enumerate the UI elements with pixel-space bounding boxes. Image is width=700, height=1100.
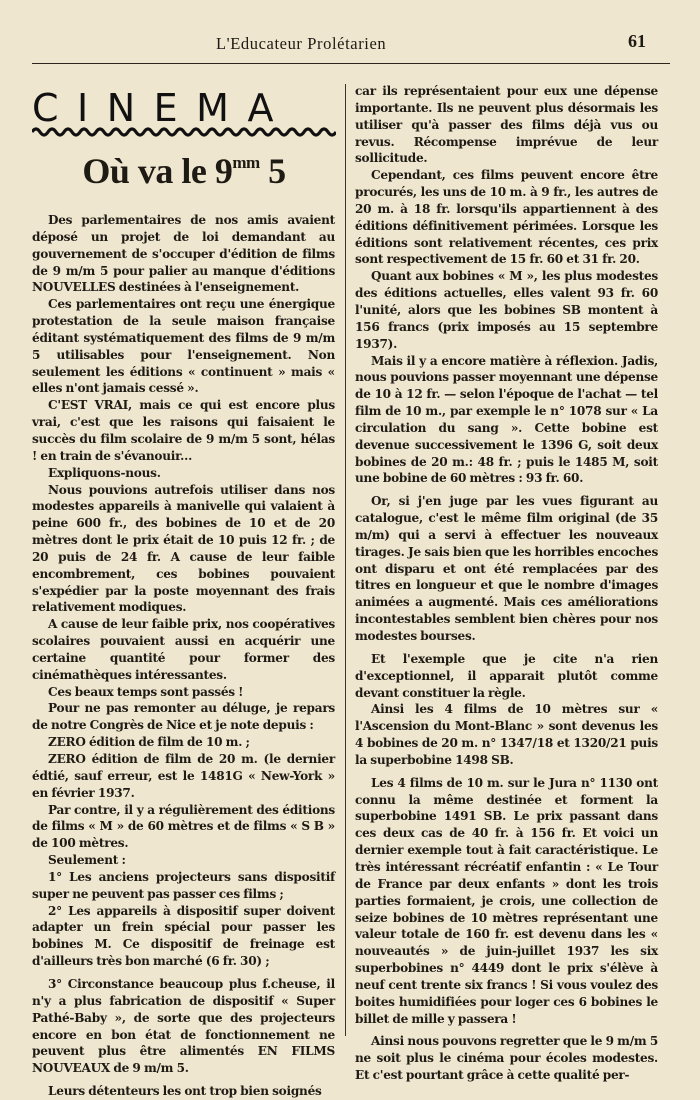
decorative-wave-rule: [32, 126, 336, 138]
page-number: 61: [628, 31, 646, 51]
journal-title: L'Educateur Prolétarien: [216, 34, 387, 53]
paragraph: ZERO édition de film de 20 m. (le dernier édtié, sauf erreur, est le 1481G « New-York » en février 1937.: [32, 752, 335, 800]
paragraph: Par contre, il y a régulièrement des éditions de films « M » de 60 mètres et de films « S B » de 100 mètres.: [32, 802, 335, 851]
paragraph: 1° Les anciens projecteurs sans dispositif super ne peuvent pas passer ces films ;: [32, 869, 335, 901]
paragraph: ZERO édition de film de 10 m. ;: [48, 735, 250, 750]
paragraph: Mais il y a encore matière à réflexion. Jadis, nous pouvions passer moyennant une dépense de 10 à 12 fr. — selon l'époque de l'achat — tel film de 10 m., par exemple le n° 1078 sur « La circulation du sang ». Cette bobine est devenue successivement le 1396 G, soit deux bobines de 20 m.: 48 fr. ; puis le 1485 M, soit une bobine de 60 mètres : 93 fr. 60.: [355, 353, 658, 486]
paragraph: Quant aux bobines « M », les plus modestes des éditions actuelles, elles valent 93 fr. 60 l'unité, alors que les bobines SB montent à 156 francs (prix imposés au 15 septembre 1937).: [355, 269, 658, 351]
paragraph: Des parlementaires de nos amis avaient déposé un projet de loi demandant au gouvernement de s'occuper d'édition de films de 9 m/m 5 pour palier au manque d'éditions NOUVELLES destinées à l'enseignement.: [32, 213, 335, 295]
paragraph: Expliquons-nous.: [48, 465, 161, 480]
section-banner: CINEMA: [32, 86, 292, 130]
paragraph: Ces parlementaires ont reçu une énergique protestation de la seule maison française éditant systématiquement des films de 9 m/m 5 utilisables pour l'enseignement. Non seulement les éditions « continuent » mais « elles n'ont jamais cessé ».: [32, 297, 335, 396]
paragraph: Les 4 films de 10 m. sur le Jura n° 1130 ont connu la même destinée et forment la superbobine 1491 SB. Le prix passant dans ces deux cas de 40 fr. à 156 fr. Et voici un dernier exemple tout à fait caractéristique. Le très intéressant récréatif enfantin : « Le Tour de France par deux enfants » dont les trois parties formaient, je crois, une collection de seize bobines de 10 mètres représentant une valeur totale de 160 fr. est devenu dans les « nouveautés » de juin-juillet 1937 les six superbobines n° 4449 dont le prix s'élève à neuf cent trente six francs ! Si vous voulez des boites humidifiées pour loger ces 6 bobines le billet de mille y passera !: [355, 775, 658, 1026]
left-column: [32, 212, 335, 1100]
paragraph: car ils représentaient pour eux une dépense importante. Ils ne peuvent plus désormais les utiliser qu'à passer des films déjà vus ou revus. Récompense imprévue de leur sollicitude.: [355, 84, 658, 166]
paragraph: Leurs détenteurs les ont trop bien soignés: [48, 1084, 322, 1099]
article-title: [32, 150, 336, 192]
paragraph: 3° Circonstance beaucoup plus f.cheuse, il n'y a plus fabrication de dispositif « Super Pathé-Baby », de sorte que des projecteurs encore en bon état de fonctionnement ne peuvent plus être alimentés EN FILMS NOUVEAUX de 9 m/m 5.: [32, 976, 335, 1076]
column-divider: [345, 84, 346, 1036]
paragraph: Ces beaux temps sont passés !: [48, 684, 244, 699]
paragraph: Or, si j'en juge par les vues figurant au catalogue, c'est le même film original (de 35 m/m) qui a servi à effectuer les nouveaux tirages. Je sais bien que les horribles encoches ont disparu et ont été remplacées par des titres en longueur et que le nombre d'images animées a augmenté. Mais ces améliorations incontestables semblent bien chères pour nos modestes bourses.: [355, 494, 658, 643]
article-title-tail: 5: [268, 151, 286, 191]
paragraph: Ainsi nous pouvons regretter que le 9 m/m 5 ne soit plus le cinéma pour écoles modestes. Et c'est pourtant grâce à cette qualité per-: [355, 1034, 658, 1083]
paragraph: Seulement :: [48, 853, 126, 868]
paragraph: Pour ne pas remonter au déluge, je repars de notre Congrès de Nice et je note depuis :: [32, 701, 335, 733]
right-column: [355, 83, 658, 1084]
running-head: [0, 30, 700, 58]
paragraph: Ainsi les 4 films de 10 mètres sur « l'Ascension du Mont-Blanc » sont devenus les 4 bobines de 20 m. n° 1347/18 et 1320/21 puis la superbobine 1498 SB.: [355, 702, 658, 767]
article-title-main: Où va le 9: [82, 151, 233, 191]
paragraph: Et l'exemple que je cite n'a rien d'exceptionnel, il apparait plutôt comme devant constituer la règle.: [355, 651, 658, 700]
paragraph: A cause de leur faible prix, nos coopératives scolaires pouvaient aussi en acquérir une certaine quantité pour former des cinémathèques intéressantes.: [32, 617, 335, 682]
paragraph: C'EST VRAI, mais ce qui est encore plus vrai, c'est que les raisons qui faisaient le succès du film scolaire de 9 m/m 5 sont, hélas ! en train de s'évanouir...: [32, 398, 335, 463]
header-rule: [32, 63, 670, 64]
paragraph: 2° Les appareils à dispositif super doivent adapter un frein spécial pour passer les bobines M. Ce dispositif de freinage est d'ailleurs très bon marché (6 fr. 30) ;: [32, 903, 335, 969]
paragraph: Cependant, ces films peuvent encore être procurés, les uns de 10 m. à 9 fr., les autres de 20 m. à 18 fr. lorsqu'ils appartiennent à des éditions définitivement périmées. Lorsque les éditions sont relativement récentes, ces prix sont respectivement de 15 fr. 60 et 31 fr. 20.: [355, 168, 658, 267]
article-title-sup: mm: [232, 153, 260, 172]
paragraph: Nous pouvions autrefois utiliser dans nos modestes appareils à manivelle qui valaient à peine 600 fr., des bobines de 10 et de 20 mètres dont le prix était de 10 puis 12 fr. ; de 20 puis de 24 fr. A cause de leur faible encombrement, ces bobines pouvaient s'expédier par la poste moyennant des frais relativement modiques.: [32, 482, 335, 615]
